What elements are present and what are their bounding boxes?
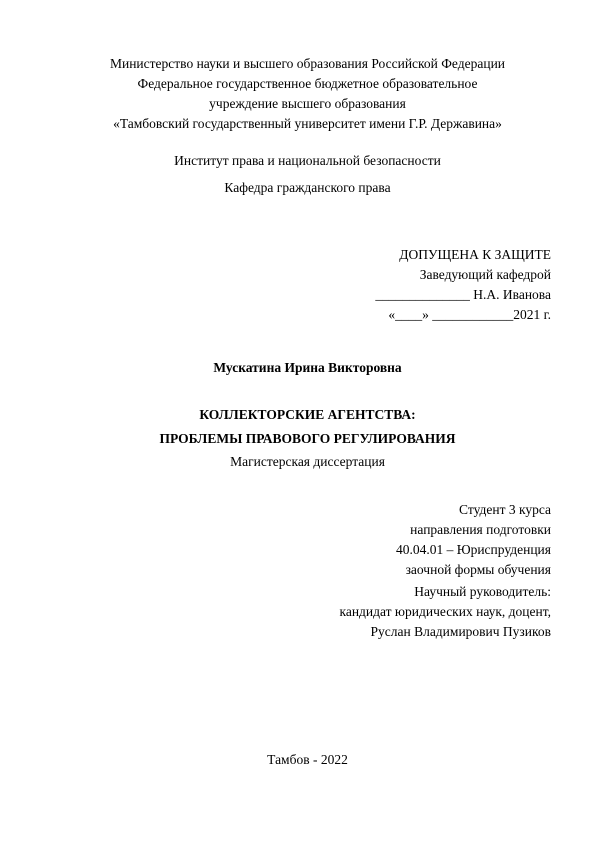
student-line: Студент 3 курса bbox=[459, 502, 551, 517]
student-line: 40.04.01 – Юриспруденция bbox=[395, 542, 551, 557]
ministry-header bbox=[20, 54, 595, 134]
student-block bbox=[151, 500, 551, 580]
supervisor-line: Научный руководитель: bbox=[414, 584, 551, 599]
approval-block bbox=[151, 245, 551, 325]
supervisor-line: Руслан Владимирович Пузиков bbox=[370, 624, 551, 639]
header-line: Министерство науки и высшего образования Российской Федерации bbox=[109, 56, 506, 71]
thesis-type: Магистерская диссертация bbox=[230, 454, 385, 469]
supervisor-line: кандидат юридических наук, доцент, bbox=[339, 604, 551, 619]
header-line: учреждение высшего образования bbox=[209, 96, 406, 111]
header-line: «Тамбовский государственный университет имени Г.Р. Державина» bbox=[113, 116, 502, 131]
student-line: заочной формы обучения bbox=[405, 562, 551, 577]
approval-title: ДОПУЩЕНА К ЗАЩИТЕ bbox=[399, 247, 551, 262]
approval-date: «____» ____________2021 г. bbox=[388, 307, 551, 322]
student-line: направления подготовки bbox=[410, 522, 551, 537]
thesis-title-line: КОЛЛЕКТОРСКИЕ АГЕНТСТВА: bbox=[199, 407, 416, 422]
approval-position: Заведующий кафедрой bbox=[419, 267, 551, 282]
department-name: Кафедра гражданского права bbox=[224, 180, 391, 195]
header-line: Федеральное государственное бюджетное образовательное bbox=[137, 76, 478, 91]
author-name: Мускатина Ирина Викторовна bbox=[213, 360, 402, 375]
institute-name: Институт права и национальной безопасности bbox=[174, 153, 441, 168]
approval-signature: ______________ Н.А. Иванова bbox=[375, 287, 551, 302]
city-year: Тамбов - 2022 bbox=[267, 752, 348, 767]
thesis-title bbox=[20, 403, 595, 451]
supervisor-block bbox=[151, 582, 551, 642]
thesis-title-line: ПРОБЛЕМЫ ПРАВОВОГО РЕГУЛИРОВАНИЯ bbox=[159, 431, 456, 446]
